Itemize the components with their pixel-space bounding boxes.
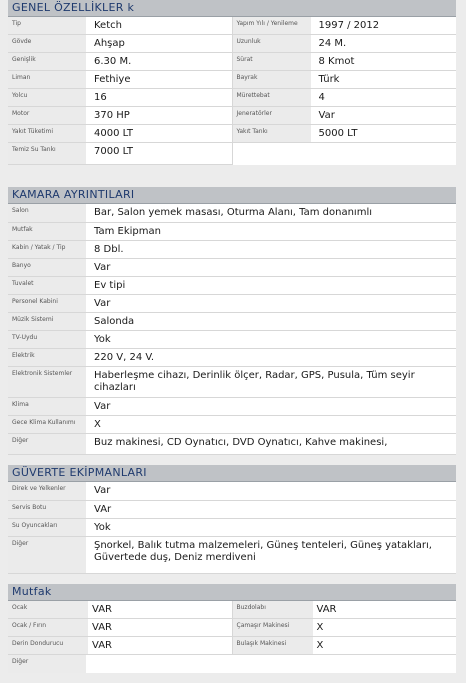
detail-value: Bar, Salon yemek masası, Oturma Alanı, Tam donanımlı bbox=[94, 207, 373, 218]
mutfak-cell bbox=[233, 619, 457, 636]
detail-row bbox=[8, 277, 456, 295]
mutfak-label: Buzdolabı bbox=[233, 601, 313, 618]
detail-label: Kabin / Yatak / Tip bbox=[8, 241, 86, 258]
detail-value: Var bbox=[94, 401, 111, 412]
spec-row bbox=[233, 53, 457, 71]
detail-value: Haberleşme cihazı, Derinlik ölçer, Radar, GPS, Pusula, Tüm seyir cihazları bbox=[94, 370, 415, 393]
genel-left-column bbox=[8, 17, 233, 165]
detail-label: Tuvalet bbox=[8, 277, 86, 294]
detail-row bbox=[8, 259, 456, 277]
detail-label: Mutfak bbox=[8, 223, 86, 240]
detail-value: Yok bbox=[94, 334, 111, 345]
detail-value: Var bbox=[94, 298, 111, 309]
detail-value: VAr bbox=[94, 504, 112, 515]
detail-label: Servis Botu bbox=[8, 501, 86, 518]
spec-row bbox=[233, 71, 457, 89]
spec-label: Genişlik bbox=[8, 53, 86, 70]
spec-label: Motor bbox=[8, 107, 86, 124]
mutfak-value: VAR bbox=[316, 604, 337, 615]
detail-row bbox=[8, 519, 456, 537]
detail-row bbox=[8, 537, 456, 574]
genel-right-column bbox=[233, 17, 457, 165]
detail-label: Klima bbox=[8, 398, 86, 415]
detail-label: Diğer bbox=[8, 537, 86, 573]
spec-label: Yakıt Tankı bbox=[233, 125, 311, 142]
detail-label: Personel Kabini bbox=[8, 295, 86, 312]
detail-row bbox=[8, 398, 456, 416]
detail-row bbox=[8, 241, 456, 259]
spec-row bbox=[8, 53, 232, 71]
detail-label: Diğer bbox=[8, 434, 86, 454]
spec-value: 6.30 M. bbox=[94, 56, 132, 67]
spec-value: 24 M. bbox=[318, 38, 347, 49]
spec-row bbox=[233, 107, 457, 125]
detail-value: Şnorkel, Balık tutma malzemeleri, Güneş tenteleri, Güneş yatakları, Güvertede duş, Deniz merdiveni bbox=[94, 540, 432, 563]
genel-ozellikler-section bbox=[8, 0, 456, 165]
spec-label: Bayrak bbox=[233, 71, 311, 88]
spec-value: Ahşap bbox=[94, 38, 125, 49]
spec-row bbox=[233, 125, 457, 143]
spec-label: Jeneratörler bbox=[233, 107, 311, 124]
spec-label: Uzunluk bbox=[233, 35, 311, 52]
spec-value: 4000 LT bbox=[94, 128, 133, 139]
detail-label: Elektrik bbox=[8, 349, 86, 366]
spec-value: Var bbox=[318, 110, 335, 121]
spec-label: Yolcu bbox=[8, 89, 86, 106]
detail-value: Ev tipi bbox=[94, 280, 126, 291]
section-title: GENEL ÖZELLİKLER k bbox=[8, 0, 456, 17]
spec-row bbox=[8, 125, 232, 143]
mutfak-value: VAR bbox=[92, 622, 112, 633]
spec-row bbox=[8, 17, 232, 35]
detail-label: Su Oyuncakları bbox=[8, 519, 86, 536]
detail-label: Gece Klima Kullanımı bbox=[8, 416, 86, 433]
detail-value: 220 V, 24 V. bbox=[94, 352, 155, 363]
detail-label: Salon bbox=[8, 204, 86, 222]
spec-value: 5000 LT bbox=[318, 128, 358, 139]
detail-label: TV-Uydu bbox=[8, 331, 86, 348]
spec-label: Gövde bbox=[8, 35, 86, 52]
mutfak-value bbox=[86, 655, 456, 673]
detail-label: Müzik Sistemi bbox=[8, 313, 86, 330]
kamara-ayrintilari-section bbox=[8, 187, 456, 455]
spec-row bbox=[8, 89, 232, 107]
detail-row bbox=[8, 416, 456, 434]
mutfak-cell bbox=[8, 601, 233, 618]
spec-row bbox=[8, 71, 232, 89]
detail-label: Banyo bbox=[8, 259, 86, 276]
mutfak-label: Ocak / Fırın bbox=[8, 619, 88, 636]
spec-row bbox=[8, 143, 232, 165]
spec-label: Temiz Su Tankı bbox=[8, 143, 86, 164]
spec-label: Yapım Yılı / Yenileme bbox=[233, 17, 311, 34]
detail-value: 8 Dbl. bbox=[94, 244, 124, 255]
spec-value: 7000 LT bbox=[94, 146, 133, 157]
spec-label: Tip bbox=[8, 17, 86, 34]
detail-value: Yok bbox=[94, 522, 111, 533]
mutfak-cell bbox=[233, 637, 457, 654]
mutfak-value: VAR bbox=[92, 604, 112, 615]
mutfak-label: Bulaşık Makinesi bbox=[233, 637, 313, 654]
mutfak-section bbox=[8, 584, 456, 673]
section-title: Mutfak bbox=[8, 584, 456, 601]
detail-row bbox=[8, 367, 456, 398]
detail-row bbox=[8, 482, 456, 501]
mutfak-value: VAR bbox=[92, 640, 112, 651]
detail-value: X bbox=[94, 419, 101, 430]
mutfak-label: Diğer bbox=[8, 655, 86, 673]
spec-label: Mürettebat bbox=[233, 89, 311, 106]
mutfak-row bbox=[8, 637, 456, 655]
spec-row bbox=[233, 89, 457, 107]
detail-row bbox=[8, 501, 456, 519]
detail-row bbox=[8, 331, 456, 349]
mutfak-cell bbox=[8, 619, 233, 636]
section-title: KAMARA AYRINTILARI bbox=[8, 187, 456, 204]
detail-row bbox=[8, 434, 456, 455]
detail-value: Buz makinesi, CD Oynatıcı, DVD Oynatıcı, Kahve makinesi, bbox=[94, 437, 388, 448]
detail-row bbox=[8, 313, 456, 331]
mutfak-row bbox=[8, 619, 456, 637]
detail-value: Var bbox=[94, 485, 111, 496]
detail-value: Var bbox=[94, 262, 111, 273]
detail-row bbox=[8, 295, 456, 313]
mutfak-value: X bbox=[316, 622, 324, 633]
detail-row bbox=[8, 223, 456, 241]
spec-value: 8 Kmot bbox=[318, 56, 355, 67]
detail-row bbox=[8, 349, 456, 367]
spec-value: Türk bbox=[318, 74, 340, 85]
detail-value: Salonda bbox=[94, 316, 135, 327]
mutfak-row bbox=[8, 601, 456, 619]
guverte-ekipmanlari-section bbox=[8, 465, 456, 574]
spec-label: Yakıt Tüketimi bbox=[8, 125, 86, 142]
mutfak-cell bbox=[8, 637, 233, 654]
spec-value: 16 bbox=[94, 92, 107, 103]
spec-value: 4 bbox=[318, 92, 325, 103]
spec-value: Ketch bbox=[94, 20, 122, 31]
detail-label: Elektronik Sistemler bbox=[8, 367, 86, 397]
spec-value: 370 HP bbox=[94, 110, 130, 121]
section-title: GÜVERTE EKİPMANLARI bbox=[8, 465, 456, 482]
spec-value: 1997 / 2012 bbox=[318, 20, 380, 31]
spec-row bbox=[8, 35, 232, 53]
mutfak-value: X bbox=[316, 640, 324, 651]
mutfak-cell bbox=[233, 601, 457, 618]
spec-label: Sürat bbox=[233, 53, 311, 70]
spec-row bbox=[233, 17, 457, 35]
spec-value: Fethiye bbox=[94, 74, 131, 85]
detail-value: Tam Ekipman bbox=[94, 226, 161, 237]
spec-row bbox=[233, 35, 457, 53]
spec-label: Liman bbox=[8, 71, 86, 88]
empty-cell bbox=[233, 143, 457, 164]
mutfak-label: Derin Dondurucu bbox=[8, 637, 88, 654]
mutfak-row bbox=[8, 655, 456, 673]
detail-row bbox=[8, 204, 456, 223]
mutfak-label: Ocak bbox=[8, 601, 88, 618]
detail-label: Direk ve Yelkenler bbox=[8, 482, 86, 500]
mutfak-label: Çamaşır Makinesi bbox=[233, 619, 313, 636]
spec-row bbox=[8, 107, 232, 125]
